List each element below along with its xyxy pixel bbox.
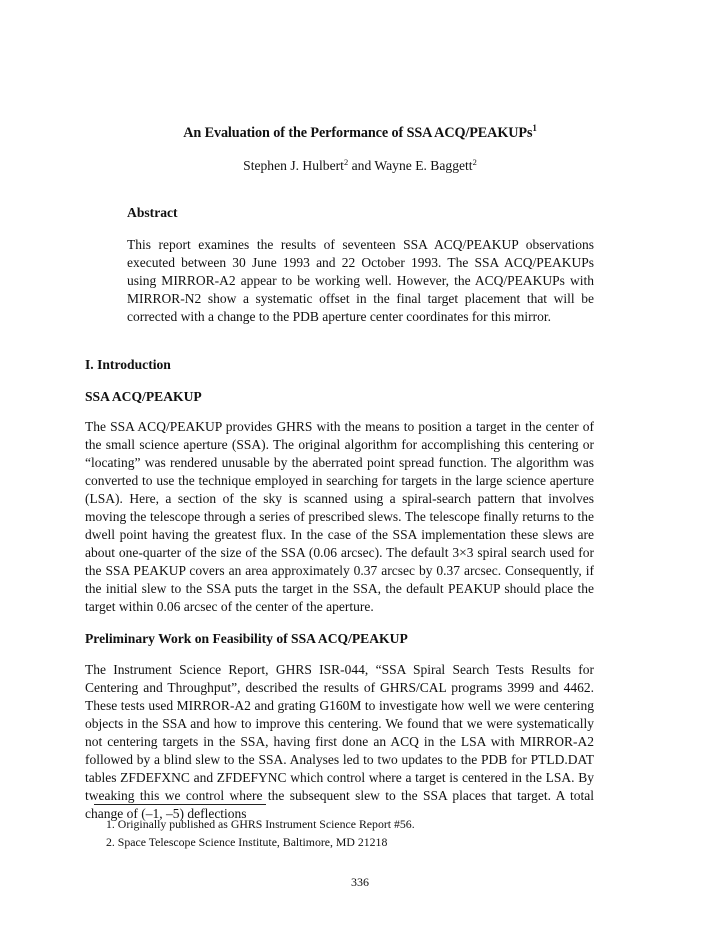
- body-paragraph-1: The SSA ACQ/PEAKUP provides GHRS with the means to position a target in the center of the small science aperture (SSA). The original algorithm for accomplishing this centering or “locating” was rendered unusable by the aberrated point spread function. The algorithm was converted to use the technique employed in searching for targets in the large science aperture (LSA). Here, a section of the sky is scanned using a spiral-search pattern that involves moving the telescope through a series of prescribed slews. The telescope finally returns to the dwell point having the greatest flux. In the case of the SSA implementation these slews are about one-quarter of the size of the SSA (0.06 arcsec). The default 3×3 spiral search used for the SSA PEAKUP covers an area approximately 0.37 arcsec by 0.37 arcsec. Consequently, if the initial slew to the SSA puts the target in the SSA, the default PEAKUP should place the target within 0.06 arcsec of the center of the aperture.: [85, 419, 594, 614]
- author-1-footnote-marker: 2: [343, 157, 349, 167]
- author-conjunction: and: [351, 158, 372, 173]
- subsection-heading-ssa-acq-peakup: SSA ACQ/PEAKUP: [85, 389, 202, 404]
- author-line: [0, 157, 720, 174]
- paper-title: [0, 123, 720, 142]
- footnote-divider: [94, 804, 266, 805]
- author-2: Wayne E. Baggett: [374, 158, 473, 173]
- page-number: 336: [351, 875, 369, 889]
- title-footnote-marker: 1: [532, 123, 537, 133]
- title-text: An Evaluation of the Performance of SSA ACQ/PEAKUPs: [183, 125, 533, 141]
- abstract-text: This report examines the results of seventeen SSA ACQ/PEAKUP observations executed between 30 June 1993 and 22 October 1993. The SSA ACQ/PEAKUPs using MIRROR-A2 appear to be working well. However, the ACQ/PEAKUPs with MIRROR-N2 show a systematic offset in the final target placement that will be corrected with a change to the PDB aperture center coordinates for this mirror.: [127, 237, 594, 324]
- abstract-heading: Abstract: [127, 205, 178, 220]
- body-paragraph-2: The Instrument Science Report, GHRS ISR-044, “SSA Spiral Search Tests Results for Centering and Throughput”, described the results of GHRS/CAL programs 3999 and 4462. These tests used MIRROR-A2 and grating G160M to investigate how well we were centering objects in the SSA and how to improve this centering. We found that we were systematically not centering targets in the SSA, having first done an ACQ in the LSA with MIRROR-A2 followed by a blind slew to the SSA. Analyses led to two updates to the PDB for PTLD.DAT tables ZFDEFXNC and ZFDEFYNC which control where a target is centered in the LSA. By tweaking this we control where the subsequent slew to the SSA places that target. A total change of (–1, –5) deflections: [85, 662, 594, 821]
- author-2-footnote-marker: 2: [472, 157, 477, 167]
- footnote-1: 1. Originally published as GHRS Instrument Science Report #56.: [106, 817, 415, 831]
- section-heading-introduction: I. Introduction: [85, 357, 171, 372]
- subsection-heading-preliminary-work: Preliminary Work on Feasibility of SSA ACQ/PEAKUP: [85, 631, 408, 646]
- author-1: Stephen J. Hulbert: [243, 158, 344, 173]
- footnote-2: 2. Space Telescope Science Institute, Baltimore, MD 21218: [106, 835, 388, 849]
- footnotes: [106, 815, 415, 851]
